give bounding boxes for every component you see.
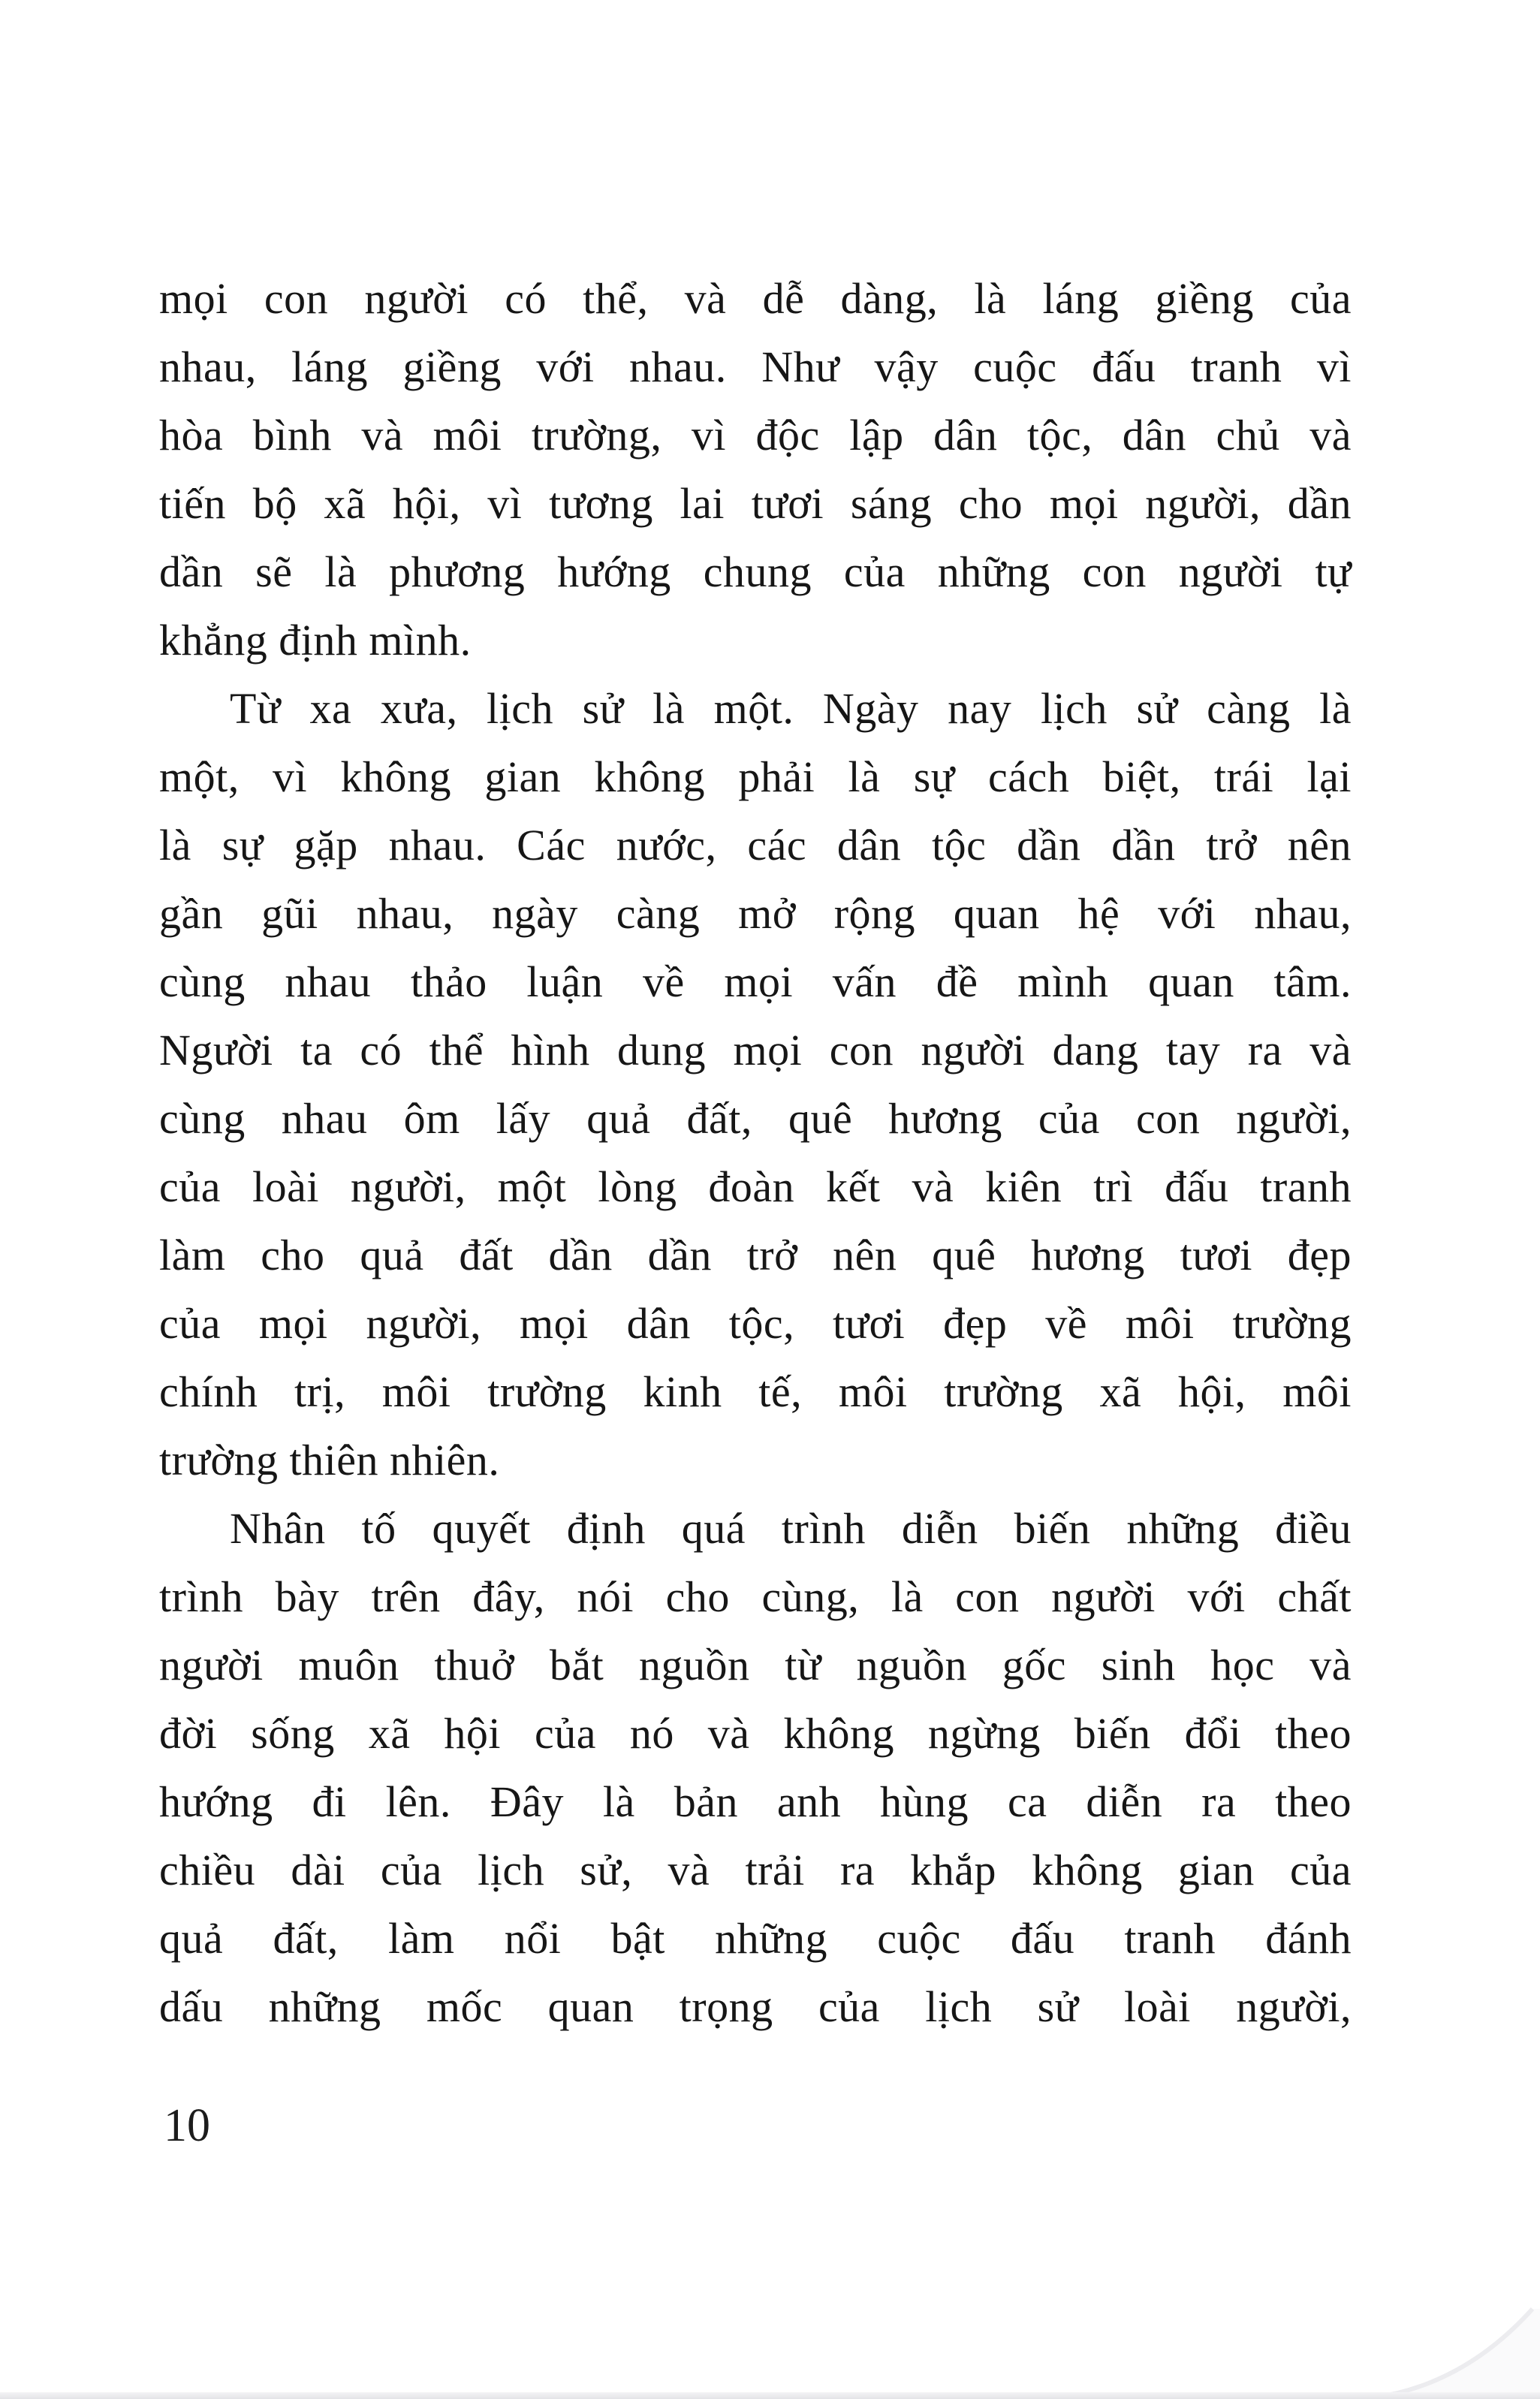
text-line: hòa bình và môi trường, vì độc lập dân tộc, dân chủ và — [159, 411, 1352, 460]
text-line: dần sẽ là phương hướng chung của những con người tự — [159, 547, 1352, 596]
page-bottom-edge — [0, 2392, 1540, 2399]
text-line: trình bày trên đây, nói cho cùng, là con người với chất — [159, 1572, 1352, 1621]
page-number: 10 — [164, 2100, 210, 2151]
text-line: quả đất, làm nổi bật những cuộc đấu tranh đánh — [159, 1914, 1352, 1963]
text-line: hướng đi lên. Đây là bản anh hùng ca diễn ra theo — [159, 1777, 1352, 1826]
text-line: gần gũi nhau, ngày càng mở rộng quan hệ với nhau, — [159, 889, 1352, 938]
text-line: cùng nhau ôm lấy quả đất, quê hương của con người, — [159, 1094, 1352, 1143]
text-line: người muôn thuở bắt nguồn từ nguồn gốc sinh học và — [159, 1641, 1352, 1689]
text-line: chính trị, môi trường kinh tế, môi trường xã hội, môi — [159, 1367, 1352, 1416]
text-line: tiến bộ xã hội, vì tương lai tươi sáng cho mọi người, dần — [159, 479, 1352, 528]
text-line: nhau, láng giềng với nhau. Như vậy cuộc đấu tranh vì — [159, 342, 1352, 391]
text-line: mọi con người có thể, và dễ dàng, là láng giềng của — [159, 274, 1352, 323]
page-curl-shadow — [1375, 2279, 1540, 2399]
paragraph — [159, 264, 1352, 674]
text-line: dấu những mốc quan trọng của lịch sử loài người, — [159, 1982, 1352, 2031]
text-line: Nhân tố quyết định quá trình diễn biến những điều — [230, 1504, 1352, 1553]
text-line: làm cho quả đất dần dần trở nên quê hương tươi đẹp — [159, 1231, 1352, 1279]
text-line: của loài người, một lòng đoàn kết và kiên trì đấu tranh — [159, 1162, 1352, 1211]
text-line: Từ xa xưa, lịch sử là một. Ngày nay lịch sử càng là — [230, 684, 1352, 733]
text-line: chiều dài của lịch sử, và trải ra khắp không gian của — [159, 1846, 1352, 1894]
text-line: trường thiên nhiên. — [159, 1436, 500, 1484]
paragraph — [159, 1494, 1352, 2041]
paragraph — [159, 674, 1352, 1494]
text-line: đời sống xã hội của nó và không ngừng biến đổi theo — [159, 1709, 1352, 1758]
text-line: cùng nhau thảo luận về mọi vấn đề mình quan tâm. — [159, 957, 1352, 1006]
text-line: Người ta có thể hình dung mọi con người dang tay ra và — [159, 1026, 1352, 1074]
text-block — [159, 264, 1352, 2041]
text-line: của mọi người, mọi dân tộc, tươi đẹp về môi trường — [159, 1299, 1352, 1348]
text-line: một, vì không gian không phải là sự cách biệt, trái lại — [159, 752, 1352, 801]
text-line: là sự gặp nhau. Các nước, các dân tộc dần dần trở nên — [159, 821, 1352, 869]
text-line: khẳng định mình. — [159, 616, 472, 665]
